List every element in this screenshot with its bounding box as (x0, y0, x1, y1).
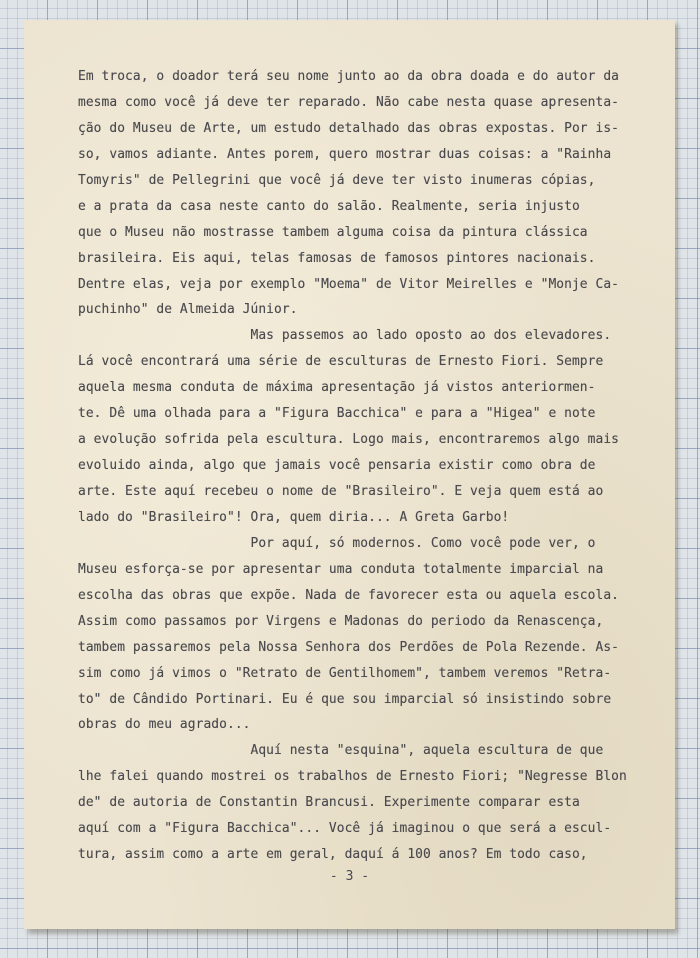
text-line: a evolução sofrida pela escultura. Logo mais, encontraremos algo mais (78, 432, 620, 448)
text-line: Dentre elas, veja por exemplo "Moema" de Vitor Meirelles e "Monje Ca- (78, 276, 620, 292)
text-line: Mas passemos ao lado oposto ao dos elevadores. (78, 328, 612, 344)
text-line: Em troca, o doador terá seu nome junto ao da obra doada e do autor da (78, 69, 620, 84)
text-line: escolha das obras que expõe. Nada de favorecer esta ou aquela escola. (78, 587, 620, 603)
typewritten-page (24, 20, 675, 929)
text-line: Museu esforça-se por apresentar uma conduta totalmente imparcial na (78, 561, 604, 577)
text-line: aquela mesma conduta de máxima apresentação já vistos anteriormen- (78, 380, 596, 396)
text-line: obras do meu agrado... (78, 717, 251, 733)
text-line: brasileira. Eis aqui, telas famosas de famosos pintores nacionais. (78, 250, 596, 266)
page-number: - 3 - (329, 869, 370, 884)
text-line: Tomyris" de Pellegrini que você já deve ter visto inumeras cópias, (78, 172, 596, 188)
text-line: Assim como passamos por Virgens e Madonas do periodo da Renascença, (78, 613, 604, 629)
text-line: e a prata da casa neste canto do salão. Realmente, seria injusto (78, 198, 580, 214)
text-line: aquí com a "Figura Bacchica"... Você já imaginou o que será a escul- (78, 821, 612, 837)
text-line: que o Museu não mostrasse tambem alguma coisa da pintura clássica (78, 224, 588, 240)
text-line: lhe falei quando mostrei os trabalhos de Ernesto Fiori; "Negresse Blon (78, 769, 627, 785)
text-line: Por aquí, só modernos. Como você pode ver, o (78, 535, 596, 551)
typewritten-text (78, 64, 668, 868)
text-line: Aquí nesta "esquina", aquela escultura de que (78, 743, 604, 759)
text-line: ção do Museu de Arte, um estudo detalhado das obras expostas. Por is- (78, 120, 620, 136)
text-line: tura, assim como a arte em geral, daquí á 100 anos? Em todo caso, (78, 847, 588, 863)
text-line: so, vamos adiante. Antes porem, quero mostrar duas coisas: a "Rainha (78, 146, 612, 162)
text-line: te. Dê uma olhada para a "Figura Bacchica" e para a "Higea" e note (78, 406, 596, 422)
text-line: tambem passaremos pela Nossa Senhora dos Perdões de Pola Rezende. As- (78, 639, 620, 655)
text-line: arte. Este aquí recebeu o nome de "Brasileiro". E veja quem está ao (78, 484, 604, 499)
text-line: lado do "Brasileiro"! Ora, quem diria... A Greta Garbo! (78, 509, 510, 525)
text-line: evoluido ainda, algo que jamais você pensaria existir como obra de (78, 458, 596, 474)
text-line: Lá você encontrará uma série de esculturas de Ernesto Fiori. Sempre (78, 354, 604, 370)
text-line: de" de autoria de Constantin Brancusi. Experimente comparar esta (78, 795, 580, 811)
text-line: to" de Cândido Portinari. Eu é que sou imparcial só insistindo sobre (78, 691, 612, 707)
text-line: puchinho" de Almeida Júnior. (78, 302, 298, 318)
text-line: mesma como você já deve ter reparado. Não cabe nesta quase apresenta- (78, 94, 620, 110)
text-line: sim como já vimos o "Retrato de Gentilhomem", tambem veremos "Retra- (78, 665, 612, 681)
